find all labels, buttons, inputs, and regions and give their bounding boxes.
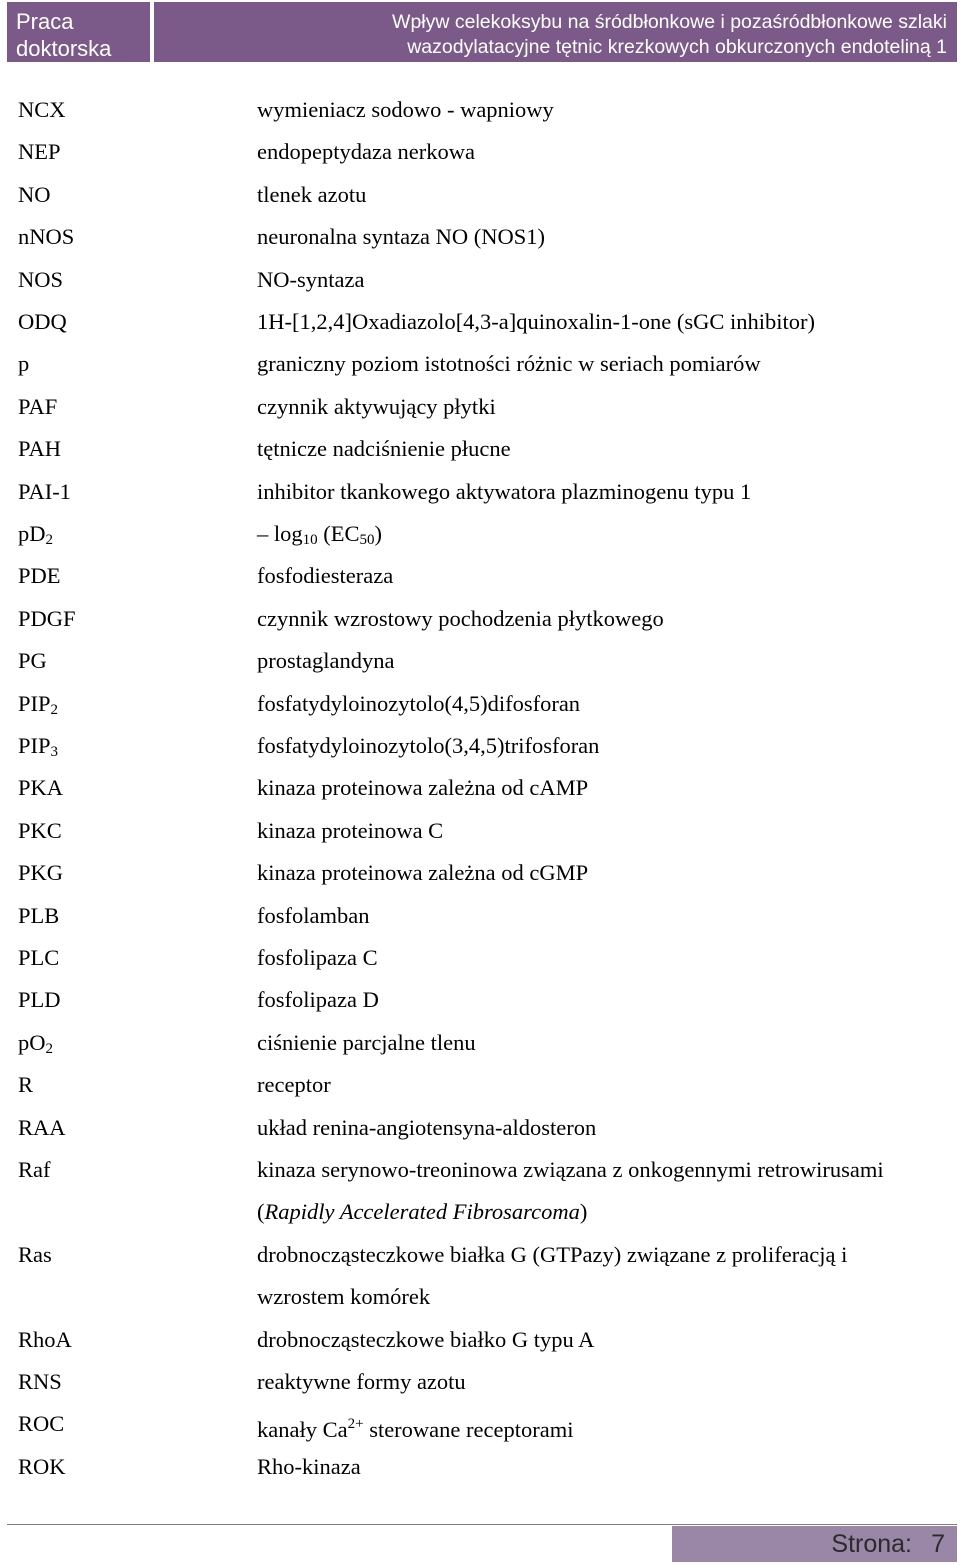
header-thesis-line2: doktorska xyxy=(16,36,112,61)
abbreviation-term xyxy=(18,598,76,640)
definition-text: graniczny poziom istotności różnic w seriach pomiarów xyxy=(257,351,761,377)
abbreviation-term xyxy=(18,1361,62,1403)
abbreviation-definition xyxy=(257,471,947,513)
abbreviation-definition xyxy=(257,598,947,640)
abbreviation-definition xyxy=(257,89,947,131)
header-thesis-box xyxy=(7,2,150,62)
footer-divider xyxy=(7,1524,957,1525)
definition-text: czynnik aktywujący płytki xyxy=(257,393,496,419)
definition-text: fosfatydyloinozytolo(3,4,5)trifosforan xyxy=(257,733,600,758)
abbreviation-definition xyxy=(257,555,947,597)
abbreviation-text: NO xyxy=(18,181,51,207)
abbreviation-text: PAI-1 xyxy=(18,478,71,504)
abbreviation-definition xyxy=(257,1022,947,1064)
abbreviation-definition xyxy=(257,343,947,385)
abbreviation-text: PAH xyxy=(18,436,61,462)
abbreviation-text: NOS xyxy=(18,266,64,292)
definition-subscript: 50 xyxy=(359,532,375,548)
abbreviation-text: RhoA xyxy=(18,1326,72,1352)
header-title-line1: Wpływ celekoksybu na śródbłonkowe i pozaśródbłonkowe szlaki xyxy=(392,11,947,33)
abbreviation-text: p xyxy=(18,351,30,377)
abbreviation-subscript: 3 xyxy=(50,744,59,760)
abbreviation-term xyxy=(18,1403,64,1445)
definition-text-end: sterowane receptorami xyxy=(363,1417,574,1443)
definition-text: czynnik wzrostowy pochodzenia płytkowego xyxy=(257,605,664,631)
abbreviation-definition xyxy=(257,1403,947,1451)
abbreviation-definition xyxy=(257,979,947,1021)
abbreviation-term xyxy=(18,937,59,979)
abbreviation-term xyxy=(18,1064,33,1106)
abbreviation-term xyxy=(18,216,74,258)
abbreviation-text: NCX xyxy=(18,97,66,122)
abbreviation-term xyxy=(18,1022,53,1070)
abbreviation-term xyxy=(18,301,67,343)
abbreviation-text: PDGF xyxy=(18,605,76,631)
abbreviation-text: ROC xyxy=(18,1411,65,1437)
abbreviation-term xyxy=(18,555,61,597)
abbreviation-term xyxy=(18,471,71,513)
abbreviation-subscript: 2 xyxy=(45,532,53,548)
definition-text: neuronalna syntaza NO (NOS1) xyxy=(257,224,546,250)
abbreviation-definition xyxy=(257,428,947,470)
definition-text: fosfolipaza C xyxy=(257,945,378,970)
footer-page-label: Strona: xyxy=(831,1530,912,1558)
definition-text: kinaza serynowo-treoninowa związana z onkogennymi retrowirusami xyxy=(257,1157,884,1182)
definition-text: 1H-[1,2,4]Oxadiazolo[4,3-a]quinoxalin-1-one (sGC inhibitor) xyxy=(257,309,815,334)
definition-text: ciśnienie parcjalne tlenu xyxy=(257,1029,476,1055)
abbreviation-text: Ras xyxy=(18,1241,52,1267)
abbreviation-text: NEP xyxy=(18,139,61,165)
header-title-box xyxy=(154,2,957,62)
abbreviation-term xyxy=(18,1149,51,1191)
definition-italic-text: Rapidly Accelerated Fibrosarcoma xyxy=(264,1199,580,1225)
abbreviation-term xyxy=(18,725,58,773)
abbreviation-term xyxy=(18,386,57,428)
abbreviation-term xyxy=(18,640,47,682)
definition-text: kinaza proteinowa C xyxy=(257,817,444,843)
definition-text: wymieniacz sodowo - wapniowy xyxy=(257,97,554,122)
definition-subscript: 10 xyxy=(302,532,318,548)
abbreviation-term xyxy=(18,1234,52,1276)
abbreviation-term xyxy=(18,131,61,173)
header-thesis-line1: Praca xyxy=(16,9,74,34)
abbreviation-term xyxy=(18,810,62,852)
abbreviation-term xyxy=(18,1319,72,1361)
abbreviation-definition xyxy=(257,1234,947,1319)
abbreviation-text: PKG xyxy=(18,860,64,886)
definition-text-middle: (EC xyxy=(317,521,360,546)
definition-text: prostaglandyna xyxy=(257,648,395,674)
definition-text: kinaza proteinowa zależna od cAMP xyxy=(257,775,589,801)
abbreviation-text: nNOS xyxy=(18,224,75,250)
abbreviation-definition xyxy=(257,174,947,216)
abbreviation-term xyxy=(18,852,63,894)
definition-text-end: ) xyxy=(374,521,383,546)
abbreviation-definition xyxy=(257,513,947,561)
abbreviation-definition xyxy=(257,1107,947,1149)
abbreviation-text: PLB xyxy=(18,902,60,928)
abbreviation-text: PLD xyxy=(18,987,61,1013)
abbreviation-text: RAA xyxy=(18,1114,66,1140)
abbreviation-text: PKC xyxy=(18,817,62,843)
abbreviation-term xyxy=(18,979,61,1021)
definition-text: drobnocząsteczkowe białko G typu A xyxy=(257,1326,595,1352)
abbreviation-definition xyxy=(257,131,947,173)
definition-text: fosfatydyloinozytolo(4,5)difosforan xyxy=(257,690,581,716)
abbreviation-definition xyxy=(257,1149,947,1234)
abbreviation-term xyxy=(18,683,58,731)
definition-paren: ( xyxy=(257,1199,265,1225)
abbreviation-definition xyxy=(257,937,947,979)
definition-paren: ) xyxy=(579,1199,588,1225)
abbreviation-text: PDE xyxy=(18,563,61,589)
definition-text: tętnicze nadciśnienie płucne xyxy=(257,436,511,462)
definition-text: układ renina-angiotensyna-aldosteron xyxy=(257,1114,597,1140)
definition-text: kanały Ca xyxy=(257,1417,348,1443)
abbreviation-definition xyxy=(257,259,947,301)
page-header xyxy=(7,2,957,62)
abbreviation-definition xyxy=(257,1446,947,1488)
definition-text: fosfolamban xyxy=(257,902,370,928)
abbreviation-text: pD xyxy=(18,521,46,546)
abbreviation-text: PG xyxy=(18,648,47,674)
abbreviation-term xyxy=(18,1446,66,1488)
abbreviation-definition xyxy=(257,216,947,258)
abbreviation-term xyxy=(18,89,66,131)
abbreviation-text: PAF xyxy=(18,393,58,419)
abbreviation-definition xyxy=(257,725,947,767)
abbreviation-definition xyxy=(257,1064,947,1106)
abbreviation-text: PIP xyxy=(18,690,51,716)
abbreviation-definition xyxy=(257,895,947,937)
abbreviation-definition xyxy=(257,810,947,852)
abbreviation-definition xyxy=(257,301,947,343)
abbreviation-definition xyxy=(257,1361,947,1403)
definition-text: kinaza proteinowa zależna od cGMP xyxy=(257,860,589,886)
definition-text: reaktywne formy azotu xyxy=(257,1369,466,1394)
footer-page-bar xyxy=(672,1526,957,1562)
definition-text: tlenek azotu xyxy=(257,181,367,207)
header-title-line2: wazodylatacyjne tętnic krezkowych obkurczonych endoteliną 1 xyxy=(407,35,947,58)
abbreviation-definition xyxy=(257,767,947,809)
abbreviation-term xyxy=(18,1107,66,1149)
definition-text: fosfolipaza D xyxy=(257,987,379,1013)
definition-text: inhibitor tkankowego aktywatora plazminogenu typu 1 xyxy=(257,478,752,504)
abbreviation-text: RNS xyxy=(18,1369,62,1394)
definition-text: – log xyxy=(257,521,303,546)
abbreviation-term xyxy=(18,513,53,561)
abbreviation-text: pO xyxy=(18,1029,46,1055)
abbreviation-text: PLC xyxy=(18,945,60,970)
abbreviation-term xyxy=(18,895,59,937)
abbreviation-definition xyxy=(257,683,947,725)
definition-text: endopeptydaza nerkowa xyxy=(257,139,476,165)
definition-text: NO-syntaza xyxy=(257,266,365,292)
abbreviation-definition xyxy=(257,1319,947,1361)
abbreviation-text: R xyxy=(18,1072,34,1098)
definition-text: receptor xyxy=(257,1072,331,1098)
abbreviation-term xyxy=(18,343,29,385)
definition-continuation: wzrostem komórek xyxy=(257,1284,431,1310)
abbreviation-text: ROK xyxy=(18,1453,66,1479)
abbreviation-term xyxy=(18,767,63,809)
abbreviation-term xyxy=(18,428,61,470)
definition-superscript: 2+ xyxy=(347,1416,364,1433)
definition-text: drobnocząsteczkowe białka G (GTPazy) związane z proliferacją i xyxy=(257,1241,848,1267)
abbreviation-text: Raf xyxy=(18,1157,51,1182)
abbreviation-definition xyxy=(257,852,947,894)
abbreviation-text: PKA xyxy=(18,775,64,801)
abbreviation-subscript: 2 xyxy=(50,701,59,718)
abbreviation-term xyxy=(18,259,63,301)
abbreviation-text: PIP xyxy=(18,733,51,758)
abbreviation-subscript: 2 xyxy=(45,1040,53,1057)
definition-text: Rho-kinaza xyxy=(257,1453,361,1479)
abbreviation-definition xyxy=(257,640,947,682)
abbreviation-definition xyxy=(257,386,947,428)
abbreviation-text: ODQ xyxy=(18,309,67,334)
definition-text: fosfodiesteraza xyxy=(257,563,394,589)
footer-page-number: 7 xyxy=(931,1530,945,1558)
abbreviation-term xyxy=(18,174,51,216)
